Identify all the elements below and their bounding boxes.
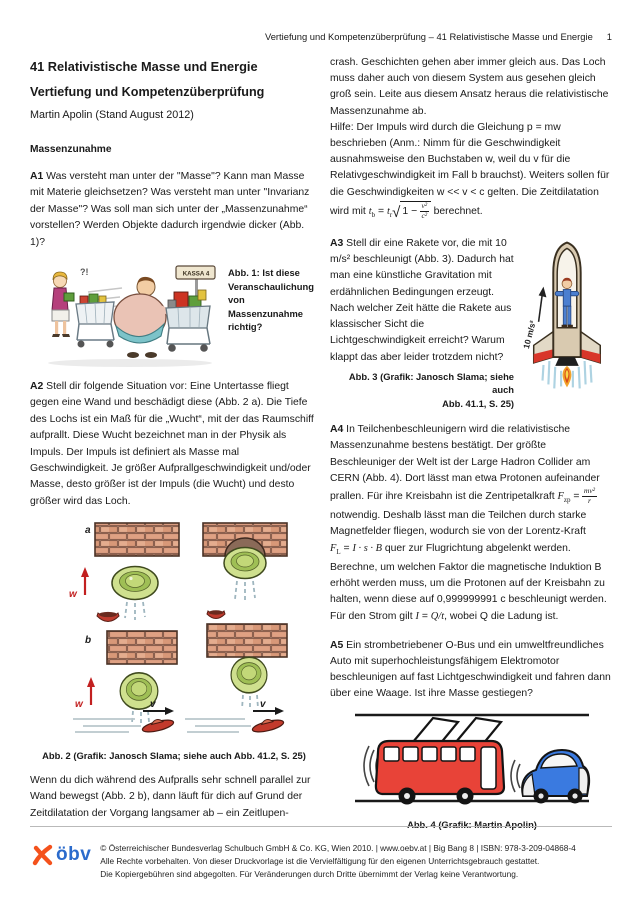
a1-paragraph	[30, 169, 318, 251]
fig2-label-a: a	[85, 525, 91, 537]
red-saucer	[251, 716, 285, 735]
brick-wall	[107, 631, 177, 664]
running-header	[30, 31, 612, 42]
hilfe-text-2: berechnet.	[430, 205, 483, 217]
formula-strom: I = Q/t	[415, 610, 445, 622]
rocket-flame	[563, 366, 572, 388]
footer-line-fees: Die Kopiergebühren sind abgegolten. Für Veränderungen durch Dritte übernimmt der Verlag keine Verantwortung.	[100, 869, 519, 880]
hilfe-text-1: Hilfe: Der Impuls wird durch die Gleichung p = mw beschrieben (Anm.: Nimm für die Geschwindigkeit ausnahmsweise den Buchstaben w, weil du v für die Relativgeschwindigkeit im Fall b brauchst). Weiters sollen für die Geschwindigkeiten w << v < c gelten. Die Zeitdilatation wird mit	[330, 121, 610, 217]
figure-4	[330, 708, 614, 832]
rocket-image	[520, 236, 614, 392]
exhaust-lines	[242, 695, 258, 710]
brick-wall	[95, 523, 179, 556]
a3-text-block	[330, 236, 514, 410]
woman-cart	[76, 294, 114, 348]
left-column	[30, 59, 318, 831]
wenn-paragraph: Wenn du dich während des Aufpralls sehr schnell parallel zur Wand bewegst (Abb. 2 b), dann läuft für dich auf Grund der Zeitdilatation der Vorgang langsamer ab – ein Zeitlupen-	[30, 774, 311, 819]
w-arrow	[75, 677, 95, 710]
footer-line-copyright: © Österreichischer Bundesverlag Schulbuch GmbH & Co. KG, Wien 2010. | www.oebv.at | Big Bang 8 | ISBN: 978-3-209-04868-4	[100, 843, 576, 853]
a4-text-1: In Teilchenbeschleunigern wird die relativistische Massenzunahme bestens bestätigt. Der größte Beschleuniger der Welt ist der Large Hadron Collider am CERN (Abb. 4). Dort lässt man etwa Protonen aufeinander prallen. Für ihre Kreisbahn ist die Zentripetalkraft	[330, 424, 600, 502]
a1-text: Was versteht man unter der "Masse"? Kann man Masse mit Materie gleichsetzen? Was versteht man unter "Invarianz der Masse"? Was soll man sich unter der „Massenzunahme“ vorstellen? Werden Objekte dadurch irgendwie dicker (Abb. 1)?	[30, 171, 310, 248]
svg-text:KASSA 4: KASSA 4	[182, 270, 210, 278]
figure-1	[30, 260, 318, 370]
svg-text:v: v	[260, 699, 266, 711]
footer-divider	[30, 826, 612, 827]
page-subtitle: Vertiefung und Kompetenzüberprüfung	[30, 85, 265, 99]
red-saucer	[141, 716, 175, 735]
car-front-panel	[579, 768, 588, 794]
formula-zentripetalkraft: $F_{zp}$ = $\frac{\text{mv²}}{r}$	[557, 486, 596, 505]
page-title: 41 Relativistische Masse und Energie	[30, 59, 258, 74]
a2-label: A2	[30, 381, 44, 393]
w-arrow	[69, 567, 89, 600]
a2-paragraph	[30, 379, 318, 510]
a3-block	[330, 236, 614, 410]
a3-label: A3	[330, 238, 344, 250]
saucer-wall-image	[55, 519, 293, 741]
a5-label: A5	[330, 639, 344, 651]
broken-bowl	[207, 611, 225, 619]
car-motion-lines	[511, 760, 520, 792]
a1-label: A1	[30, 171, 44, 182]
a4-text-2: notwendig. Deshalb lässt man die Teilchen durch starke Magnetfelder fliegen, wodurch sie von der Lorentz-Kraft	[330, 510, 587, 538]
a5-paragraph	[330, 638, 614, 703]
author-line: Martin Apolin (Stand August 2012)	[30, 109, 194, 121]
man-cart	[166, 290, 210, 352]
fat-man-shopper	[114, 277, 176, 358]
exhaust-lines	[132, 711, 149, 724]
a3-text: Stell dir eine Rakete vor, die mit 10 m/s² beschleunigt (Abb. 3). Dadurch hat man eine künstliche Gravitation mit erdähnlichen Bedingungen erzeugt. Nach welcher Zeit hätte die Rakete aus klassischer Sicht die Lichtgeschwindigkeit erreicht? Warum klappt das aber leider trotzdem nicht?	[330, 238, 514, 363]
figure-1-caption: Abb. 1: Ist diese Veranschaulichung von Massenzunahme richtig?	[228, 267, 314, 333]
fig2-label-b: b	[85, 635, 92, 647]
speed-streaks	[73, 719, 141, 732]
exhaust-lines	[125, 602, 145, 620]
v-arrow	[253, 699, 284, 715]
section-heading: Massenzunahme	[30, 144, 112, 155]
supermarket-cartoon-image	[30, 260, 218, 370]
brick-wall	[207, 624, 287, 657]
footer-text	[100, 840, 575, 882]
figure-2	[30, 519, 318, 763]
green-saucer-embedded	[224, 548, 266, 579]
svg-text:v: v	[150, 699, 156, 711]
a4-paragraph	[330, 422, 614, 625]
header-title: Vertiefung und Kompetenzüberprüfung – 41 Relativistische Masse und Energie	[264, 31, 593, 42]
broken-bowl	[97, 612, 119, 622]
speed-streaks	[185, 719, 251, 732]
a4-label: A4	[330, 424, 344, 436]
right-column	[330, 55, 614, 831]
footer	[32, 840, 576, 882]
woman-shopper	[52, 272, 74, 337]
acceleration-label: 10 m/s²	[521, 319, 538, 350]
green-saucer-touching	[231, 657, 267, 693]
a3-paragraph	[330, 236, 514, 366]
bus-car-image	[353, 708, 591, 810]
formula-zeitdilatation: $t_b = t_r√$ 1 − $\frac{\text{v²}}{\text{c²}}$	[369, 206, 431, 217]
hilfe-paragraph	[330, 120, 614, 223]
figure-3-caption	[330, 370, 514, 411]
figure-3-caption-line2: Abb. 41.1, S. 25)	[442, 397, 515, 409]
figure-2-caption: Abb. 2 (Grafik: Janosch Slama; siehe auch Abb. 41.2, S. 25)	[42, 750, 306, 762]
a2-text: Stell dir folgende Situation vor: Eine Untertasse fliegt gegen eine Wand und beschädigt diese (Abb. 2 a). Die Tiefe des Lochs ist ein Maß für die „Wucht“, mit der das Raumschiff aufprallt. Diese Wucht bezeichnet man in der Physik als Impuls. Der Impuls ist definiert als Masse mal Geschwindigkeit. Je größer Aufprallgeschwindigkeit und/oder Masse, desto größer ist der Impuls (die Wucht) und desto größer wird das Loch.	[30, 381, 314, 507]
exclaim-text: ?!	[80, 267, 89, 278]
crash-paragraph: crash. Geschichten gehen aber immer gleich aus. Das Loch muss daher auch von diesem System aus gesehen gleich groß sein. Leite aus diesem Ansatz heraus die relativistische Massenzunahme ab.	[330, 57, 609, 117]
oebv-logo	[32, 840, 91, 866]
rocket-nozzle	[555, 357, 578, 366]
oebv-logo-text: öbv	[56, 844, 92, 865]
figure-3-caption-line1: Abb. 3 (Grafik: Janosch Slama; siehe auch	[348, 370, 515, 396]
oebv-logo-icon	[32, 843, 53, 866]
page-number: 1	[606, 31, 612, 42]
svg-text:w: w	[75, 699, 83, 711]
a5-text: Ein strombetriebener O-Bus und ein umweltfreundliches Auto mit superhochleistungsfähigem Elektromotor beschleunigen auf fast Lichtgeschwindigkeit und fahren dann über eine Waage. Ist ihre Masse gestiegen?	[330, 639, 611, 700]
formula-lorentzkraft: $F_L = I \cdot s \cdot B$	[330, 542, 382, 556]
green-saucer	[112, 567, 158, 600]
svg-text:w: w	[69, 589, 77, 601]
figure-4-caption: Abb. 4 (Grafik: Martin Apolin)	[407, 818, 537, 830]
a4-text-4: , wobei Q die Ladung ist.	[444, 610, 559, 622]
exhaust-lines	[235, 581, 255, 601]
footer-line-rights: Alle Rechte vorbehalten. Von dieser Druckvorlage ist die Vervielfältigung für den eigenen Unterrichtsgebrauch gestattet.	[100, 856, 540, 867]
a4-text-3: quer zur Flugrichtung abgelenkt werden. Berechne, um welchen Faktor die magnetische Induktion B erhöht werden muss, um die Protonen auf der Kreisbahn zu halten, wenn diese auf 0,999999991 c beschleunigt werden. Für den Strom gilt	[330, 542, 607, 622]
